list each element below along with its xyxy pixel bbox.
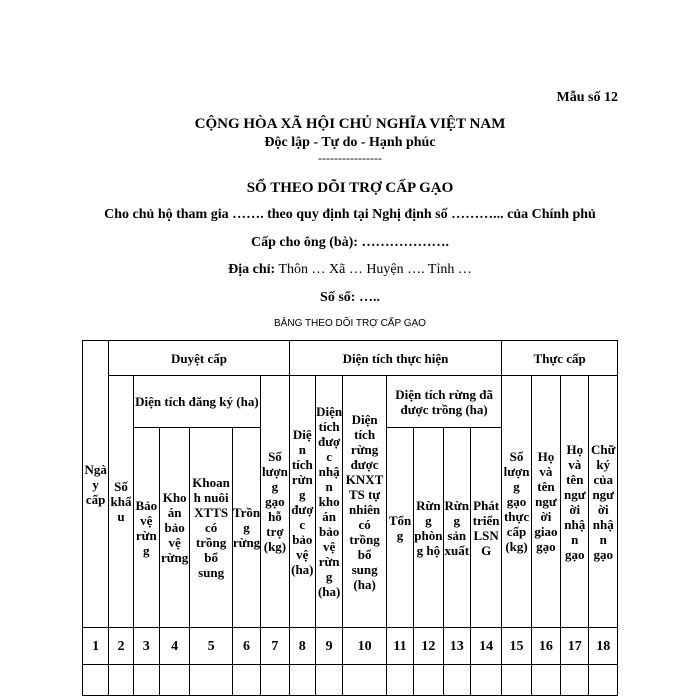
data-cell[interactable] xyxy=(531,665,560,696)
col-num: 8 xyxy=(289,628,315,665)
rice-tracking-table xyxy=(82,340,618,696)
col-num: 5 xyxy=(190,628,233,665)
empty-data-row xyxy=(83,665,618,696)
header-receiver: Họ và tên người nhận gạo xyxy=(561,376,589,628)
col-num: 3 xyxy=(133,628,159,665)
data-cell[interactable] xyxy=(109,665,133,696)
national-motto: Độc lập - Tự do - Hạnh phúc xyxy=(264,135,436,150)
col-num: 9 xyxy=(315,628,342,665)
data-cell[interactable] xyxy=(133,665,159,696)
motto-divider: ---------------- xyxy=(318,151,382,165)
header-total: Tổng xyxy=(386,428,413,628)
data-cell[interactable] xyxy=(589,665,618,696)
col-num: 18 xyxy=(589,628,618,665)
col-num: 1 xyxy=(83,628,109,665)
header-registered-area: Diện tích đăng ký (ha) xyxy=(133,376,261,428)
issued-to-line: Cấp cho ông (bà): ………………. xyxy=(251,235,449,250)
document-title: SỔ THEO DÕI TRỢ CẤP GẠO xyxy=(246,180,454,196)
header-area-regen: Diện tích rừng được KNXTTS tự nhiên có trồng bổ sung (ha) xyxy=(343,376,387,628)
header-signature: Chữ ký của người nhận gạo xyxy=(589,376,618,628)
header-protect: Bảo vệ rừng xyxy=(133,428,159,628)
data-cell[interactable] xyxy=(83,665,109,696)
header-area-protect: Diện tích rừng được bảo vệ (ha) xyxy=(289,376,315,628)
address-label: Địa chỉ: xyxy=(228,262,276,277)
header-production: Rừng sản xuất xyxy=(443,428,470,628)
column-number-row xyxy=(83,628,618,665)
address-line xyxy=(0,262,700,278)
data-cell[interactable] xyxy=(502,665,531,696)
header-area-group: Diện tích thực hiện xyxy=(289,341,502,376)
form-number: Mẫu số 12 xyxy=(556,90,618,105)
header-rice-actual: Số lượng gạo thực cấp (kg) xyxy=(502,376,531,628)
header-area-contract: Diện tích được nhận khoán bảo vệ rừng (ha) xyxy=(315,376,342,628)
col-num: 17 xyxy=(561,628,589,665)
data-cell[interactable] xyxy=(470,665,501,696)
col-num: 16 xyxy=(531,628,560,665)
header-plant: Trồng rừng xyxy=(232,428,260,628)
document-subtitle: Cho chủ hộ tham gia ……. theo quy định tại Nghị định số ………... của Chính phủ xyxy=(104,207,596,222)
data-cell[interactable] xyxy=(315,665,342,696)
header-lsng: Phát triển LSNG xyxy=(470,428,501,628)
header-contract: Khoán bảo vệ rừng xyxy=(159,428,189,628)
col-num: 14 xyxy=(470,628,501,665)
header-regen: Khoanh nuôi XTTS có trồng bổ sung xyxy=(190,428,233,628)
col-num: 10 xyxy=(343,628,387,665)
data-cell[interactable] xyxy=(232,665,260,696)
header-rice-support: Số lượng gạo hỗ trợ (kg) xyxy=(261,376,289,628)
data-cell[interactable] xyxy=(190,665,233,696)
header-giver: Họ và tên người giao gạo xyxy=(531,376,560,628)
country-name: CỘNG HÒA XÃ HỘI CHỦ NGHĨA VIỆT NAM xyxy=(194,116,506,132)
col-num: 13 xyxy=(443,628,470,665)
data-cell[interactable] xyxy=(343,665,387,696)
data-cell[interactable] xyxy=(443,665,470,696)
data-cell[interactable] xyxy=(261,665,289,696)
header-date: Ngày cấp xyxy=(83,341,109,628)
book-number: Số sổ: ….. xyxy=(320,290,380,305)
header-planted-area: Diện tích rừng đã được trồng (ha) xyxy=(386,376,501,428)
col-num: 4 xyxy=(159,628,189,665)
data-cell[interactable] xyxy=(386,665,413,696)
data-cell[interactable] xyxy=(159,665,189,696)
col-num: 6 xyxy=(232,628,260,665)
header-approved-group: Duyệt cấp xyxy=(109,341,289,376)
data-cell[interactable] xyxy=(561,665,589,696)
address-value: Thôn … Xã … Huyện …. Tỉnh … xyxy=(275,262,472,277)
col-num: 7 xyxy=(261,628,289,665)
col-num: 11 xyxy=(386,628,413,665)
col-num: 2 xyxy=(109,628,133,665)
header-household: Số khẩu xyxy=(109,376,133,628)
header-protective: Rừng phòng hộ xyxy=(414,428,443,628)
col-num: 15 xyxy=(502,628,531,665)
col-num: 12 xyxy=(414,628,443,665)
header-actual-group: Thực cấp xyxy=(502,341,618,376)
table-title: BẢNG THEO DÕI TRỢ CẤP GẠO xyxy=(274,318,426,329)
data-cell[interactable] xyxy=(414,665,443,696)
data-cell[interactable] xyxy=(289,665,315,696)
